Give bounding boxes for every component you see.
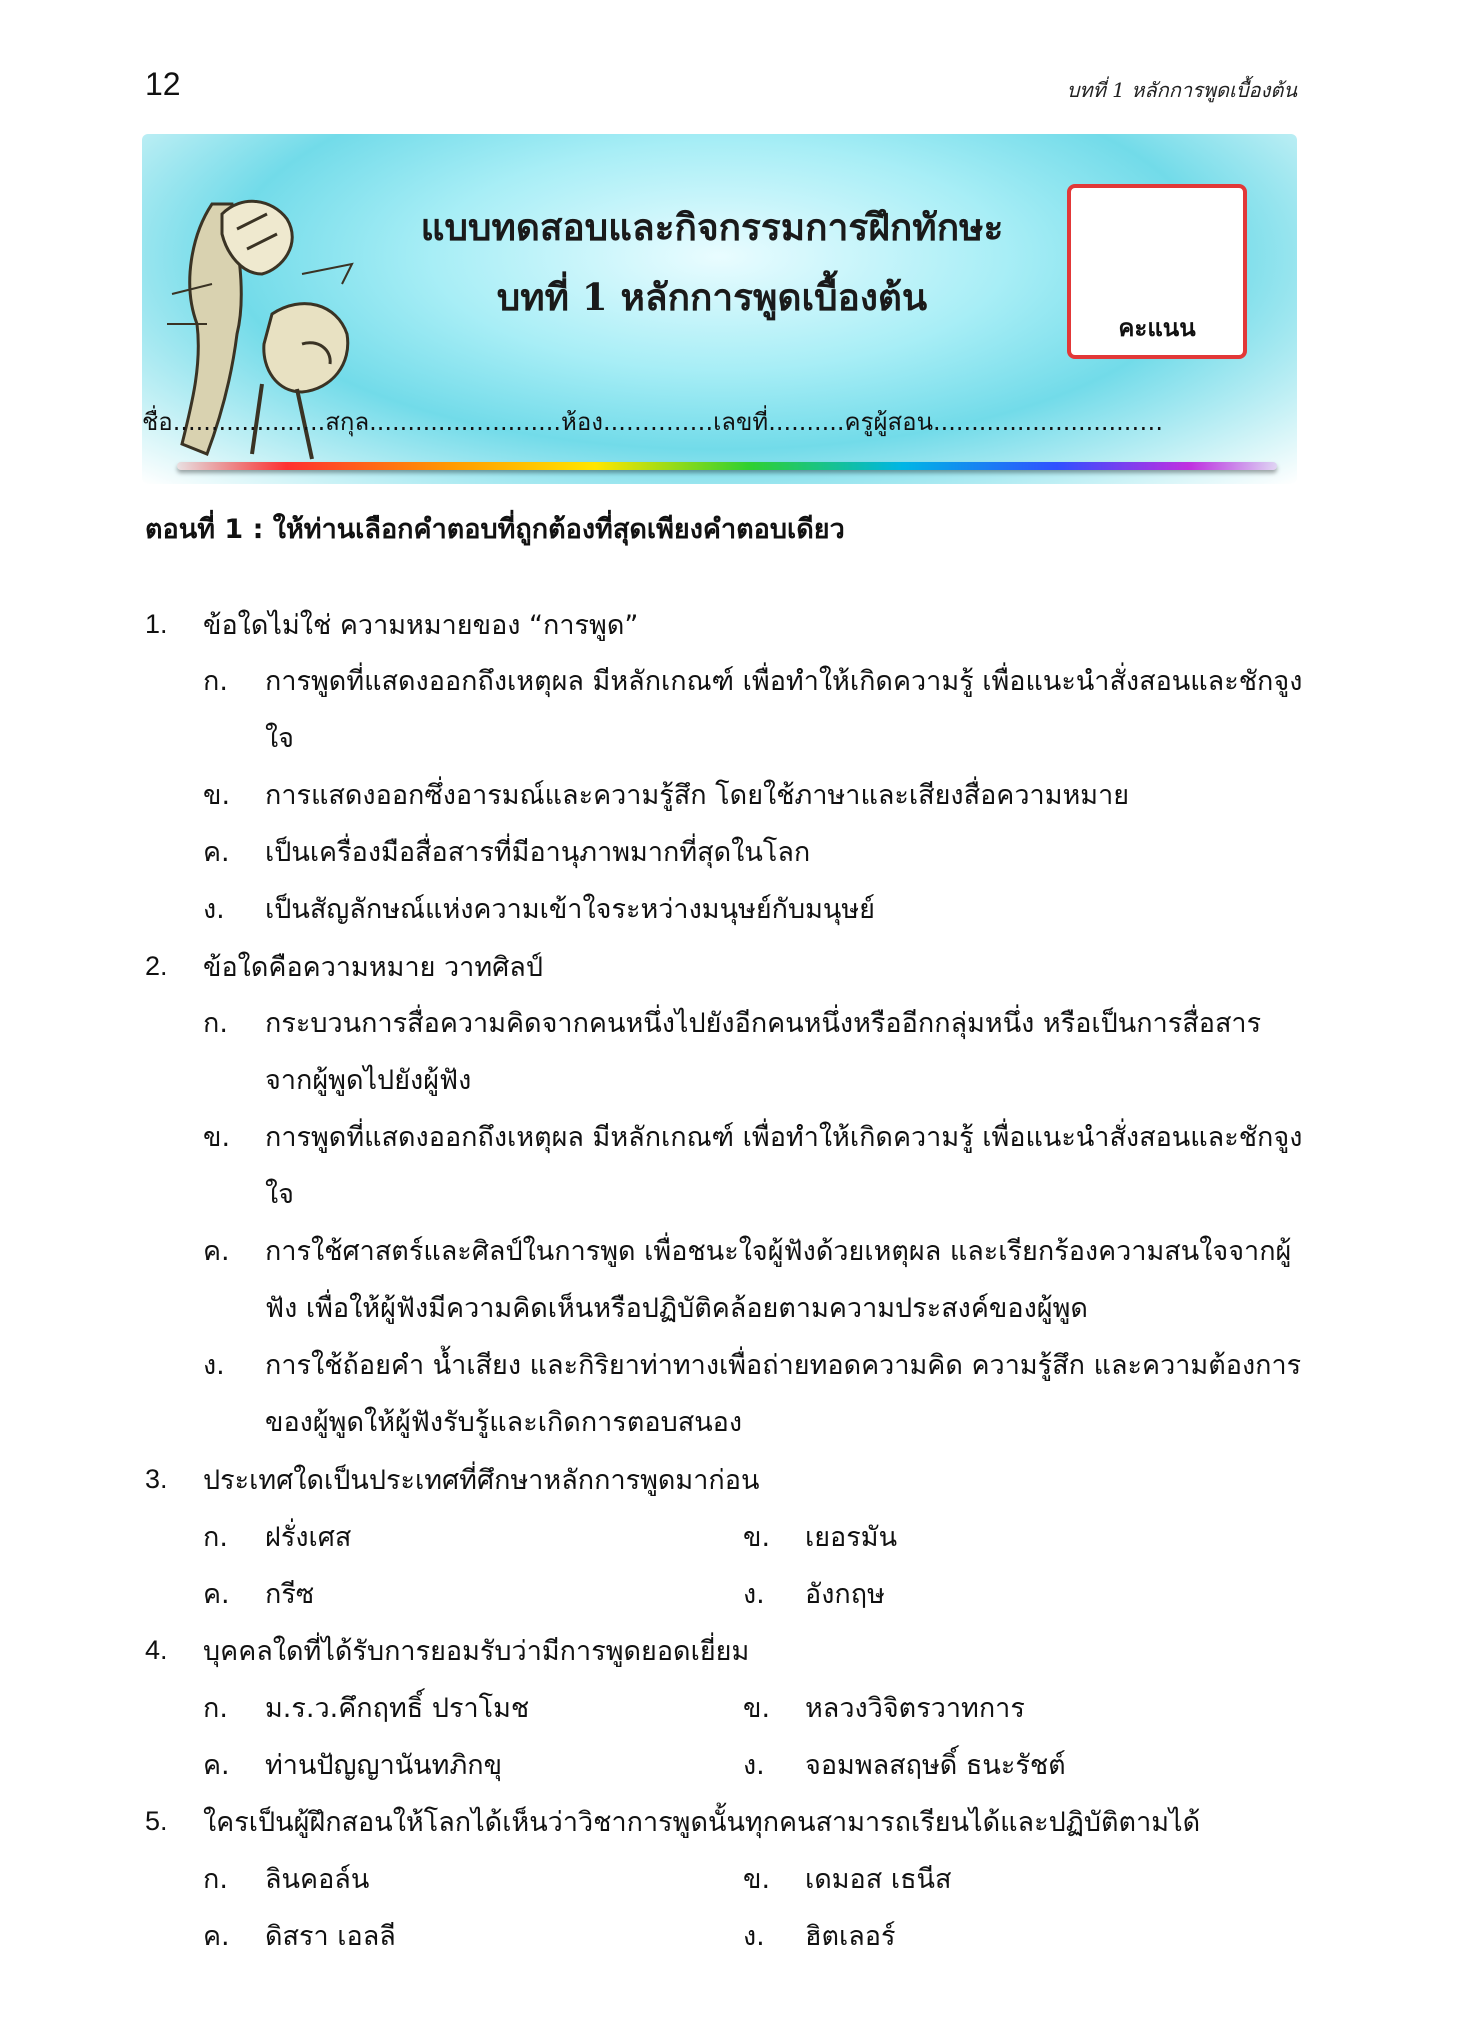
question-stem: ข้อใดคือความหมาย วาทศิลป์ bbox=[203, 952, 543, 983]
option-text: เป็นสัญลักษณ์แห่งความเข้าใจระหว่างมนุษย์กับมนุษย์ bbox=[265, 894, 876, 925]
option-mark: ค. bbox=[203, 1750, 230, 1781]
question-2 bbox=[145, 938, 1305, 1451]
option-mark: ก. bbox=[203, 1864, 228, 1895]
option-text: หลวงวิจิตรวาทการ bbox=[805, 1693, 1025, 1724]
option bbox=[203, 1572, 743, 1615]
question-1 bbox=[145, 596, 1305, 938]
option-text: เยอรมัน bbox=[805, 1522, 898, 1553]
question-5 bbox=[145, 1793, 1305, 1964]
option bbox=[203, 1914, 743, 1957]
option-mark: ก. bbox=[203, 666, 228, 697]
option-text: การใช้ศาสตร์และศิลป์ในการพูด เพื่อชนะใจผู้ฟังด้วยเหตุผล และเรียกร้องความสนใจจากผู้ฟัง เพื่อให้ผู้ฟังมีความคิดเห็นหรือปฏิบัติคล้อยตามความประสงค์ของผู้พูด bbox=[265, 1236, 1292, 1324]
option bbox=[203, 1743, 743, 1786]
running-header: บทที่ 1 หลักการพูดเบื้องต้น bbox=[1066, 78, 1297, 102]
question-number: 2. bbox=[145, 951, 168, 981]
option bbox=[145, 653, 1305, 767]
option bbox=[743, 1743, 1283, 1786]
option-text: เป็นเครื่องมือสื่อสารที่มีอานุภาพมากที่สุดในโลก bbox=[265, 837, 811, 868]
section-heading: ตอนที่ 1 : ให้ท่านเลือกคำตอบที่ถูกต้องที่สุดเพียงคำตอบเดียว bbox=[145, 514, 845, 545]
question-list bbox=[145, 596, 1305, 1964]
option-mark: ข. bbox=[203, 1122, 231, 1153]
option bbox=[145, 824, 1305, 881]
question-3 bbox=[145, 1451, 1305, 1622]
question-number: 1. bbox=[145, 609, 168, 639]
question-number: 3. bbox=[145, 1464, 168, 1494]
question-stem: ข้อใดไม่ใช่ ความหมายของ “การพูด” bbox=[203, 610, 639, 641]
score-label: คะแนน bbox=[1118, 314, 1196, 342]
question-stem: บุคคลใดที่ได้รับการยอมรับว่ามีการพูดยอดเยี่ยม bbox=[203, 1636, 750, 1667]
option-mark: ก. bbox=[203, 1693, 228, 1724]
option-mark: ง. bbox=[743, 1750, 765, 1781]
option-text: อังกฤษ bbox=[805, 1579, 885, 1610]
option-mark: ง. bbox=[203, 1350, 225, 1381]
page-number: 12 bbox=[145, 66, 181, 102]
option-mark: ค. bbox=[203, 1921, 230, 1952]
option-text: เดมอส เธนีส bbox=[805, 1864, 952, 1895]
option-text: ม.ร.ว.คึกฤทธิ์ ปราโมช bbox=[265, 1693, 530, 1724]
option bbox=[145, 767, 1305, 824]
worksheet-banner bbox=[142, 134, 1297, 484]
option-text: ลินคอล์น bbox=[265, 1864, 370, 1895]
option-mark: ข. bbox=[743, 1864, 771, 1895]
option bbox=[203, 1857, 743, 1900]
option-mark: ค. bbox=[203, 837, 230, 868]
option-mark: ค. bbox=[203, 1236, 230, 1267]
option bbox=[743, 1914, 1283, 1957]
option-mark: ก. bbox=[203, 1008, 228, 1039]
question-number: 5. bbox=[145, 1806, 168, 1836]
option-text: ฝรั่งเศส bbox=[265, 1522, 352, 1553]
option bbox=[743, 1857, 1283, 1900]
option-mark: ค. bbox=[203, 1579, 230, 1610]
option bbox=[743, 1572, 1283, 1615]
option-mark: ข. bbox=[743, 1522, 771, 1553]
option-text: การใช้ถ้อยคำ น้ำเสียง และกิริยาท่าทางเพื่อถ่ายทอดความคิด ความรู้สึก และความต้องการของผู้พูดให้ผู้ฟังรับรู้และเกิดการตอบสนอง bbox=[265, 1350, 1302, 1438]
option-mark: ง. bbox=[743, 1579, 765, 1610]
option-text: การพูดที่แสดงออกถึงเหตุผล มีหลักเกณฑ์ เพื่อทำให้เกิดความรู้ เพื่อแนะนำสั่งสอนและชักจูงใจ bbox=[265, 666, 1303, 754]
question-stem: ใครเป็นผู้ฝึกสอนให้โลกได้เห็นว่าวิชาการพูดนั้นทุกคนสามารถเรียนได้และปฏิบัติตามได้ bbox=[203, 1807, 1201, 1838]
option-mark: ง. bbox=[203, 894, 225, 925]
option bbox=[145, 1223, 1305, 1337]
option-text: ดิสรา เอลลี bbox=[265, 1921, 396, 1952]
option-text: จอมพลสฤษดิ์ ธนะรัชต์ bbox=[805, 1750, 1066, 1781]
option bbox=[743, 1515, 1283, 1558]
rainbow-divider bbox=[177, 462, 1277, 470]
option-text: ฮิตเลอร์ bbox=[805, 1921, 896, 1952]
question-number: 4. bbox=[145, 1635, 168, 1665]
option bbox=[145, 881, 1305, 938]
option-mark: ก. bbox=[203, 1522, 228, 1553]
score-box bbox=[1067, 184, 1247, 359]
student-info-line: ชื่อ....................สกุล..............…........ห้อง...…….….เลขที่..........ครูผู้สอน..........................…. bbox=[142, 408, 1163, 436]
option bbox=[145, 995, 1305, 1109]
option bbox=[203, 1686, 743, 1729]
option bbox=[743, 1686, 1283, 1729]
option-mark: ข. bbox=[203, 780, 231, 811]
option-text: การพูดที่แสดงออกถึงเหตุผล มีหลักเกณฑ์ เพื่อทำให้เกิดความรู้ เพื่อแนะนำสั่งสอนและชักจูงใจ bbox=[265, 1122, 1303, 1210]
chapter-title: บทที่ 1 หลักการพูดเบื้องต้น bbox=[496, 275, 928, 319]
option-text: กระบวนการสื่อความคิดจากคนหนึ่งไปยังอีกคนหนึ่งหรืออีกกลุ่มหนึ่ง หรือเป็นการสื่อสารจากผู้พูดไปยังผู้ฟัง bbox=[265, 1008, 1262, 1096]
option-text: การแสดงออกซึ่งอารมณ์และความรู้สึก โดยใช้ภาษาและเสียงสื่อความหมาย bbox=[265, 780, 1130, 811]
option bbox=[145, 1337, 1305, 1451]
option bbox=[203, 1515, 743, 1558]
option-text: กรีซ bbox=[265, 1579, 315, 1610]
worksheet-title: แบบทดสอบและกิจกรรมการฝึกทักษะ bbox=[420, 205, 1004, 249]
option-mark: ง. bbox=[743, 1921, 765, 1952]
option-text: ท่านปัญญานันทภิกขุ bbox=[265, 1750, 503, 1781]
option-mark: ข. bbox=[743, 1693, 771, 1724]
question-stem: ประเทศใดเป็นประเทศที่ศึกษาหลักการพูดมาก่อน bbox=[203, 1465, 760, 1496]
option bbox=[145, 1109, 1305, 1223]
question-4 bbox=[145, 1622, 1305, 1793]
